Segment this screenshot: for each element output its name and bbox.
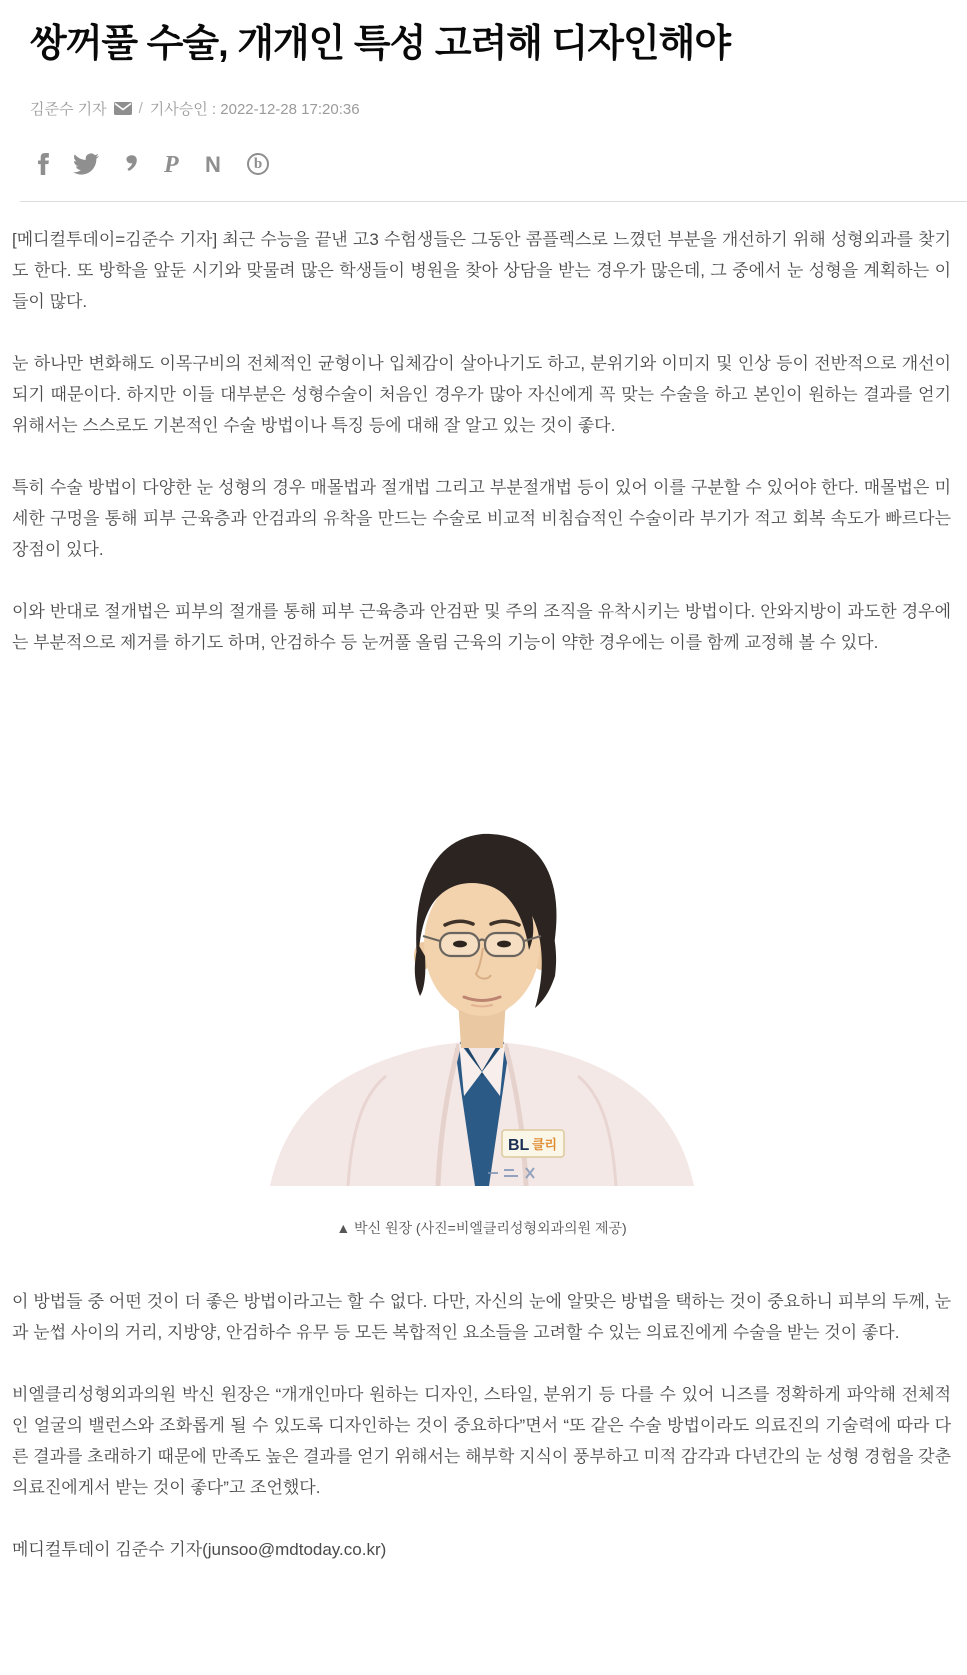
naver-share-icon[interactable] xyxy=(202,151,228,177)
svg-text:N: N xyxy=(205,152,221,176)
article-header xyxy=(0,0,967,177)
pinterest-share-icon[interactable] xyxy=(159,151,185,177)
clinic-badge xyxy=(502,1130,564,1157)
approval-timestamp: 기사승인 : 2022-12-28 17:20:36 xyxy=(149,101,360,118)
svg-text:클리: 클리 xyxy=(531,1137,557,1152)
doctor-photo xyxy=(252,776,712,1196)
paragraph-3: 특히 수술 방법이 다양한 눈 성형의 경우 매몰법과 절개법 그리고 부분절개법 등이 있어 이를 구분할 수 있어야 한다. 매몰법은 미세한 구멍을 통해 피부 근육층과 안검과의 유착을 만드는 수술로 비교적 비침습적인 수술이라 부기가 적고 회복 속도가 빠르다는 장점이 있다. xyxy=(12,478,951,559)
paragraph-4: 이와 반대로 절개법은 피부의 절개를 통해 피부 근육층과 안검판 및 주의 조직을 유착시키는 방법이다. 안와지방이 과도한 경우에는 부분적으로 제거를 하기도 하며, 안검하수 등 눈꺼풀 올림 근육의 기능이 약한 경우에는 이를 함께 교정해 볼 수 있다. xyxy=(12,602,951,652)
paragraph-1: [메디컬투데이=김준수 기자] 최근 수능을 끝낸 고3 수험생들은 그동안 콤플렉스로 느꼈던 부분을 개선하기 위해 성형외과를 찾기도 한다. 또 방학을 앞둔 시기와 맞물려 많은 학생들이 병원을 찾아 상담을 받는 경우가 많은데, 그 중에서 눈 성형을 계획하는 이들이 많다. xyxy=(12,230,951,311)
article-body xyxy=(0,202,967,1583)
svg-text:BL: BL xyxy=(507,1137,529,1154)
page-title: 쌍꺼풀 수술, 개개인 특성 고려해 디자인해야 xyxy=(30,23,731,65)
article-figure xyxy=(12,776,951,1238)
social-share-bar xyxy=(30,151,937,177)
facebook-share-icon[interactable] xyxy=(30,151,56,177)
band-share-icon[interactable]: b xyxy=(245,151,271,177)
mail-icon[interactable] xyxy=(114,102,132,115)
reporter-footer: 메디컬투데이 김준수 기자(junsoo@mdtoday.co.kr) xyxy=(12,1540,387,1559)
twitter-share-icon[interactable] xyxy=(73,151,99,177)
byline-separator: / xyxy=(138,100,143,117)
photo-caption: ▲ 박신 원장 (사진=비엘클리성형외과의원 제공) xyxy=(336,1220,627,1236)
paragraph-2: 눈 하나만 변화해도 이목구비의 전체적인 균형이나 입체감이 살아나기도 하고, 분위기와 이미지 및 인상 등이 전반적으로 개선이 되기 때문이다. 하지만 이들 대부분은 성형수술이 처음인 경우가 많아 자신에게 꼭 맞는 수술을 하고 본인이 원하는 결과를 얻기 위해서는 스스로도 기본적인 수술 방법이나 특징 등에 대해 잘 알고 있는 것이 좋다. xyxy=(12,354,951,435)
kakaostory-share-icon[interactable] xyxy=(116,151,142,177)
byline xyxy=(30,98,937,119)
author-name: 김준수 기자 xyxy=(30,101,107,118)
svg-text:P: P xyxy=(164,152,179,177)
paragraph-5: 이 방법들 중 어떤 것이 더 좋은 방법이라고는 할 수 없다. 다만, 자신의 눈에 알맞은 방법을 택하는 것이 중요하니 피부의 두께, 눈과 눈썹 사이의 거리, 지방양, 안검하수 유무 등 모든 복합적인 요소들을 고려할 수 있는 의료진에게 수술을 받는 것이 좋다. xyxy=(12,1292,951,1342)
paragraph-6: 비엘클리성형외과의원 박신 원장은 “개개인마다 원하는 디자인, 스타일, 분위기 등 다를 수 있어 니즈를 정확하게 파악해 전체적인 얼굴의 밸런스와 조화롭게 될 수 있도록 디자인하는 것이 중요하다”면서 “또 같은 수술 방법이라도 의료진의 기술력에 따라 다른 결과를 초래하기 때문에 만족도 높은 결과를 얻기 위해서는 해부학 지식이 풍부하고 미적 감각과 다년간의 눈 성형 경험을 갖춘 의료진에게서 받는 것이 좋다”고 조언했다. xyxy=(12,1385,951,1497)
